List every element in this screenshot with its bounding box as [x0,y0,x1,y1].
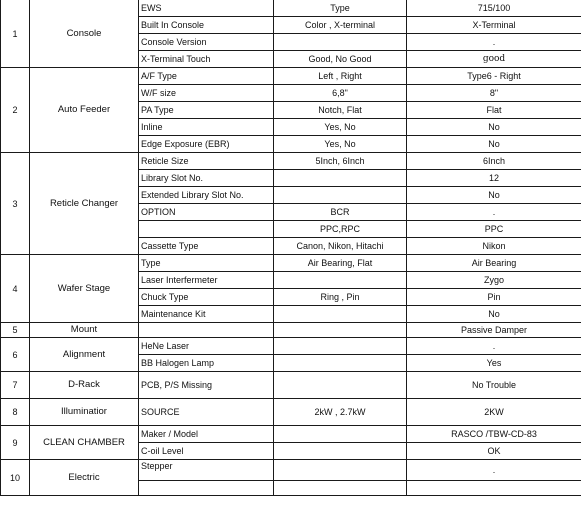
spec-value: No [407,119,581,136]
group-label: Console [30,0,139,68]
spec-value: Yes [407,355,581,372]
option-value [274,34,407,51]
option-value [274,372,407,399]
table-row [1,0,581,17]
item-label [139,221,274,238]
table-row [1,68,581,85]
group-label: Alignment [30,338,139,372]
option-value [274,272,407,289]
item-label: EWS [139,0,274,17]
item-label: Maintenance Kit [139,306,274,323]
spec-value: 12 [407,170,581,187]
item-label: Maker / Model [139,426,274,443]
item-label: Stepper [139,460,274,481]
group-label: Reticle Changer [30,153,139,255]
spec-value [407,481,581,496]
row-number: 6 [1,338,30,372]
row-number: 9 [1,426,30,460]
option-value: 6,8" [274,85,407,102]
spec-value: No [407,306,581,323]
item-label: OPTION [139,204,274,221]
item-label: Inline [139,119,274,136]
option-value: Canon, Nikon, Hitachi [274,238,407,255]
table-row [1,460,581,481]
option-value: Notch, Flat [274,102,407,119]
spec-value: Passive Damper [407,323,581,338]
option-value: Yes, No [274,119,407,136]
option-value [274,443,407,460]
item-label: Edge Exposure (EBR) [139,136,274,153]
spec-value: good [407,51,581,68]
item-label: Chuck Type [139,289,274,306]
option-value [274,426,407,443]
spec-value: Flat [407,102,581,119]
row-number: 8 [1,399,30,426]
spec-value: Pin [407,289,581,306]
table-row [1,255,581,272]
item-label: PA Type [139,102,274,119]
item-label: PCB, P/S Missing [139,372,274,399]
spec-value: No [407,136,581,153]
group-label: Wafer Stage [30,255,139,323]
group-label: Mount [30,323,139,338]
item-label: Built In Console [139,17,274,34]
spec-value: . [407,204,581,221]
option-value: Left , Right [274,68,407,85]
row-number: 1 [1,0,30,68]
item-label: Console Version [139,34,274,51]
spec-value: No Trouble [407,372,581,399]
item-label [139,481,274,496]
option-value: Good, No Good [274,51,407,68]
item-label: SOURCE [139,399,274,426]
table-row [1,399,581,426]
table-row [1,426,581,443]
item-label: Library Slot No. [139,170,274,187]
spec-value: 8" [407,85,581,102]
item-label: C-oil Level [139,443,274,460]
spec-value: 715/100 [407,0,581,17]
spec-value: No [407,187,581,204]
item-label: BB Halogen Lamp [139,355,274,372]
item-label: Reticle Size [139,153,274,170]
group-label: Illuminatior [30,399,139,426]
spec-value: 6Inch [407,153,581,170]
table-row [1,372,581,399]
spec-value: RASCO /TBW-CD-83 [407,426,581,443]
item-label: X-Terminal Touch [139,51,274,68]
table-row [1,153,581,170]
option-value [274,460,407,481]
spec-value: . [407,34,581,51]
spec-value: Type6 - Right [407,68,581,85]
option-value: BCR [274,204,407,221]
row-number: 7 [1,372,30,399]
item-label: HeNe Laser [139,338,274,355]
option-value: 2kW , 2.7kW [274,399,407,426]
item-label: Cassette Type [139,238,274,255]
option-value [274,481,407,496]
option-value: Ring , Pin [274,289,407,306]
group-label: Auto Feeder [30,68,139,153]
option-value: Color , X-terminal [274,17,407,34]
row-number: 4 [1,255,30,323]
spec-value: 2KW [407,399,581,426]
option-value: PPC,RPC [274,221,407,238]
option-value: 5Inch, 6Inch [274,153,407,170]
option-value [274,355,407,372]
spec-value: . [407,338,581,355]
item-label [139,323,274,338]
spec-value: OK [407,443,581,460]
spec-value: . [407,460,581,481]
row-number: 3 [1,153,30,255]
item-label: A/F Type [139,68,274,85]
spec-value: X-Terminal [407,17,581,34]
group-label: D-Rack [30,372,139,399]
spec-value: Zygo [407,272,581,289]
option-value [274,170,407,187]
spec-value: Nikon [407,238,581,255]
spec-value: PPC [407,221,581,238]
option-value [274,338,407,355]
option-value: Type [274,0,407,17]
item-label: Laser Interfermeter [139,272,274,289]
row-number: 5 [1,323,30,338]
row-number: 10 [1,460,30,496]
row-number: 2 [1,68,30,153]
table-row [1,338,581,355]
item-label: Extended Library Slot No. [139,187,274,204]
spec-value: Air Bearing [407,255,581,272]
option-value: Yes, No [274,136,407,153]
option-value [274,306,407,323]
table-row [1,323,581,338]
option-value: Air Bearing, Flat [274,255,407,272]
item-label: W/F size [139,85,274,102]
group-label: Electric [30,460,139,496]
item-label: Type [139,255,274,272]
option-value [274,187,407,204]
group-label: CLEAN CHAMBER [30,426,139,460]
option-value [274,323,407,338]
